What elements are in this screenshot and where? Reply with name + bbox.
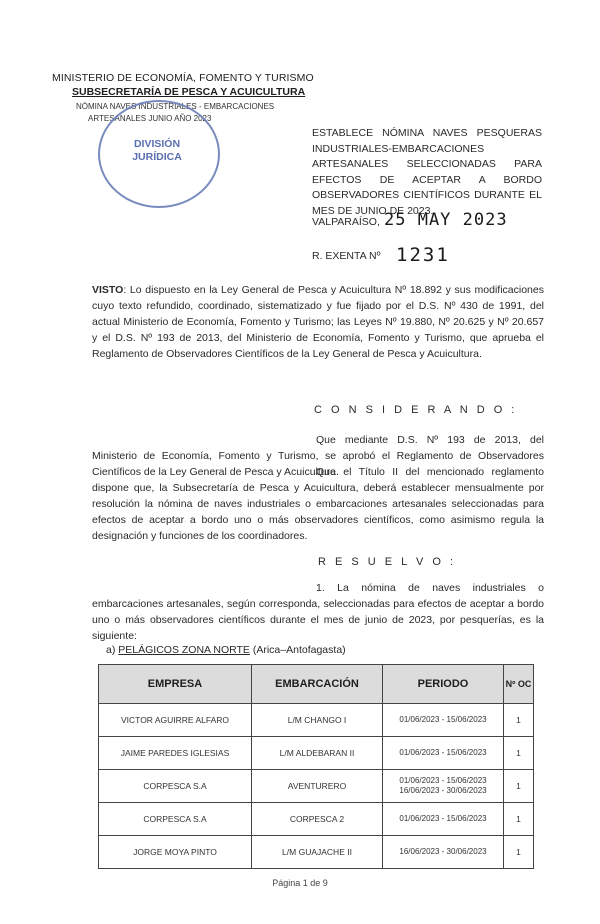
period-line: 16/06/2023 - 30/06/2023	[399, 847, 487, 856]
considerando-heading: C O N S I D E R A N D O :	[314, 404, 518, 416]
visto-text: : Lo dispuesto en la Ley General de Pesca y Acuicultura Nº 18.892 y sus modificaciones cuyo texto refundido, coordinado, sistematizado y fue fijado por el D.S. Nº 430 de 1991, del actual Ministerio de Economía, Fomento y Turismo; las Leyes Nº 19.880, Nº 20.625 y Nº 20.657 y el D.S. Nº 193 de 2013, del Ministerio de Economía, Fomento y Turismo, que aprueba el Reglamento de Observadores Científicos de la Ley General de Pesca y Acuicultura.	[92, 284, 544, 360]
cell-oc: 1	[504, 737, 534, 770]
cell-oc: 1	[504, 770, 534, 803]
reference-line-1: NÓMINA NAVES INDUSTRIALES - EMBARCACIONES	[76, 102, 275, 111]
table-row	[99, 704, 534, 737]
period-line: 01/06/2023 - 15/06/2023	[399, 715, 487, 724]
reference-line-2: ARTESANALES JUNIO AÑO 2023	[88, 114, 212, 123]
table-row	[99, 803, 534, 836]
cell-empresa: JORGE MOYA PINTO	[99, 836, 252, 869]
page-number: Página 1 de 9	[272, 878, 328, 888]
header-periodo: PERIODO	[383, 665, 504, 704]
header-empresa: EMPRESA	[99, 665, 252, 704]
cell-embarcacion: CORPESCA 2	[252, 803, 383, 836]
section-a-suffix: (Arica–Antofagasta)	[249, 644, 346, 656]
seal-label: DIVISIÓN JURÍDICA	[132, 138, 182, 163]
cell-embarcacion: L/M CHANGO I	[252, 704, 383, 737]
cell-periodo	[383, 836, 504, 869]
ministry-heading: MINISTERIO DE ECONOMÍA, FOMENTO Y TURISMO	[52, 72, 314, 84]
cell-embarcacion: L/M GUAJACHE II	[252, 836, 383, 869]
place-label: VALPARAÍSO,	[312, 216, 380, 228]
table-row	[99, 770, 534, 803]
resolution-subject: ESTABLECE NÓMINA NAVES PESQUERAS INDUSTRIALES-EMBARCACIONES ARTESANALES SELECCIONADAS PARA EFECTOS DE ACEPTAR A BORDO OBSERVADORES CIENTÍFICOS DURANTE EL MES DE JUNIO DE 2023.	[312, 127, 542, 217]
cell-oc: 1	[504, 704, 534, 737]
period-line: 16/06/2023 - 30/06/2023	[399, 786, 487, 795]
period-line: 01/06/2023 - 15/06/2023	[399, 814, 487, 823]
period-line: 01/06/2023 - 15/06/2023	[399, 748, 487, 757]
cell-empresa: CORPESCA S.A	[99, 803, 252, 836]
table-row	[99, 836, 534, 869]
resuelvo-heading: R E S U E L V O :	[318, 556, 457, 568]
cell-embarcacion: AVENTURERO	[252, 770, 383, 803]
visto-label: VISTO	[92, 284, 124, 296]
section-a-prefix: a)	[106, 644, 119, 656]
cell-empresa: JAIME PAREDES IGLESIAS	[99, 737, 252, 770]
section-a-name: PELÁGICOS ZONA NORTE	[118, 644, 250, 656]
cell-empresa: CORPESCA S.A	[99, 770, 252, 803]
header-embarcacion: EMBARCACIÓN	[252, 665, 383, 704]
section-a-title	[106, 644, 346, 656]
table-row	[99, 737, 534, 770]
cell-oc: 1	[504, 803, 534, 836]
cell-periodo	[383, 770, 504, 803]
considerando-paragraph-2: Que el Título II del mencionado reglamento dispone que, la Subsecretaría de Pesca y Acuicultura, deberá establecer mensualmente por resolución la nómina de naves industriales o embarcaciones artesanales seleccionadas para efectos de aceptar a bordo uno o más observadores científicos, como asimismo regula la designación y funciones de los coordinadores.	[92, 466, 544, 542]
resuelvo-paragraph-1: 1. La nómina de naves industriales o embarcaciones artesanales, según corresponda, seleccionadas para efectos de aceptar a bordo uno o más observadores científicos durante el mes de junio de 2023, por pesquerías, es la siguiente:	[92, 582, 544, 642]
subsecretaria-heading: SUBSECRETARÍA DE PESCA Y ACUICULTURA	[72, 86, 306, 98]
cell-empresa: VICTOR AGUIRRE ALFARO	[99, 704, 252, 737]
visto-paragraph	[92, 282, 544, 362]
rex-label: R. EXENTA Nº	[312, 250, 381, 262]
rex-number: 1231	[396, 244, 450, 266]
considerando-paragraph-1: Que mediante D.S. Nº 193 de 2013, del Ministerio de Economía, Fomento y Turismo, se aprobó el Reglamento de Observadores Científicos de la Ley General de Pesca y Acuicultura.	[92, 434, 544, 478]
header-oc: Nº OC	[504, 665, 534, 704]
cell-embarcacion: L/M ALDEBARAN II	[252, 737, 383, 770]
date-stamp: 25 MAY 2023	[384, 210, 508, 230]
cell-periodo	[383, 737, 504, 770]
period-line: 01/06/2023 - 15/06/2023	[399, 776, 487, 785]
cell-periodo	[383, 803, 504, 836]
vessel-table	[98, 664, 534, 869]
table-header-row	[99, 665, 534, 704]
cell-periodo	[383, 704, 504, 737]
cell-oc: 1	[504, 836, 534, 869]
